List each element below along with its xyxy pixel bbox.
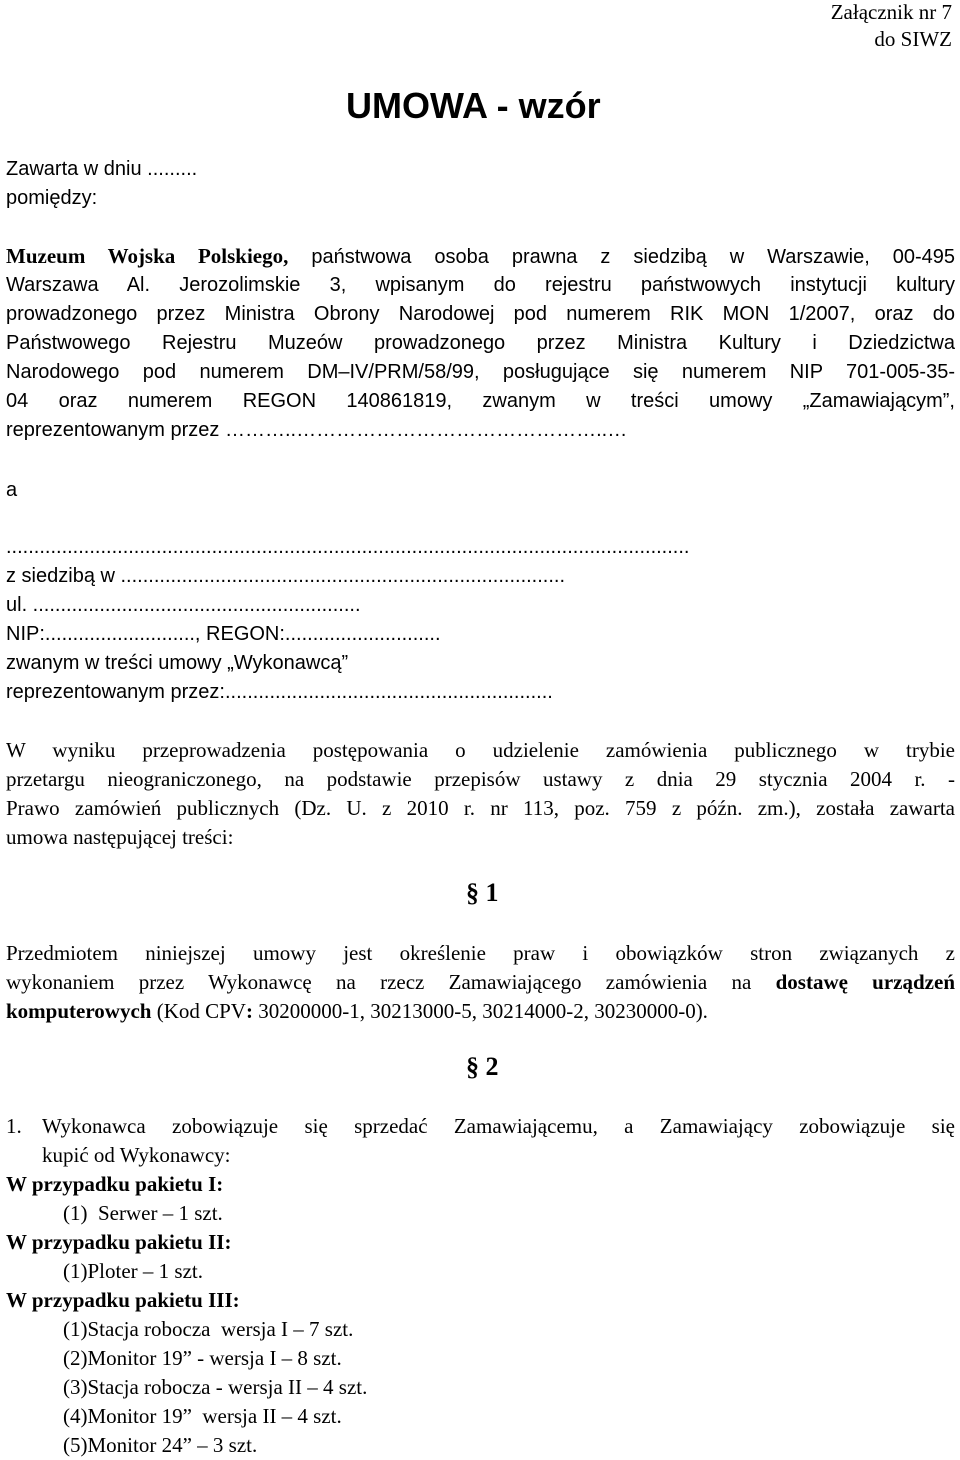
employer-line: 04 oraz numerem REGON 140861819, zwanym w treści umowy „Zamawiającym”,	[6, 390, 955, 412]
employer-line: Państwowego Rejestru Muzeów prowadzonego przez Ministra Kultury i Dziedzictwa	[6, 332, 955, 354]
annex-label: Załącznik nr 7	[830, 0, 952, 24]
preamble-line: umowa następującej treści:	[6, 825, 234, 849]
contractor-representative: reprezentowanym przez:...........................................................	[6, 681, 553, 703]
package-item: (3)Stacja robocza - wersja II – 4 szt.	[63, 1375, 368, 1399]
item-number: 1.	[6, 1114, 22, 1138]
preamble-line: przetargu nieograniczonego, na podstawie przepisów ustawy z dnia 29 stycznia 2004 r. -	[6, 767, 955, 791]
contractor-nip-regon: NIP:..........................., REGON:............................	[6, 623, 441, 645]
employer-name: Muzeum Wojska Polskiego,	[6, 244, 289, 268]
employer-representative: reprezentowanym przez ………..………………………………………..…	[6, 419, 628, 441]
package-item: (2)Monitor 19” - wersja I – 8 szt.	[63, 1346, 342, 1370]
employer-line: prowadzonego przez Ministra Obrony Narodowej pod numerem RIK MON 1/2007, oraz do	[6, 303, 955, 325]
section-2-heading: § 2	[466, 1052, 499, 1081]
concluded-date: Zawarta w dniu .........	[6, 158, 198, 180]
employer-line: Narodowego pod numerem DM–IV/PRM/58/99, posługujące się numerem NIP 701-005-35-	[6, 361, 955, 383]
annex-siwz: do SIWZ	[874, 27, 952, 51]
package-item: (1) Serwer – 1 szt.	[63, 1201, 223, 1225]
package-item: (1)Ploter – 1 szt.	[63, 1259, 203, 1283]
contractor-defined-as: zwanym w treści umowy „Wykonawcą”	[6, 652, 349, 674]
section-1-line: Przedmiotem niniejszej umowy jest określenie praw i obowiązków stron związanych z	[6, 941, 955, 965]
package-2-title: W przypadku pakietu II:	[6, 1230, 232, 1254]
document-title: UMOWA - wzór	[346, 85, 601, 126]
contractor-name-blank: ...........................................................................................................................	[6, 536, 690, 558]
employer-line: Warszawa Al. Jerozolimskie 3, wpisanym do rejestru państwowych instytucji kultury	[6, 274, 955, 296]
package-item: (1)Stacja robocza wersja I – 7 szt.	[63, 1317, 354, 1341]
item-1-line: Wykonawca zobowiązuje się sprzedać Zamawiającemu, a Zamawiający zobowiązuje się	[42, 1114, 955, 1138]
section-1-line: komputerowych (Kod CPV: 30200000-1, 30213000-5, 30214000-2, 30230000-0).	[6, 999, 708, 1023]
and-label: a	[6, 479, 18, 501]
package-3-title: W przypadku pakietu III:	[6, 1288, 240, 1312]
item-1-line: kupić od Wykonawcy:	[42, 1143, 231, 1167]
package-item: (4)Monitor 19” wersja II – 4 szt.	[63, 1404, 342, 1428]
between-label: pomiędzy:	[6, 187, 98, 209]
package-1-title: W przypadku pakietu I:	[6, 1172, 224, 1196]
preamble-line: W wyniku przeprowadzenia postępowania o udzielenie zamówienia publicznego w trybie	[6, 738, 955, 762]
preamble-line: Prawo zamówień publicznych (Dz. U. z 2010 r. nr 113, poz. 759 z późn. zm.), została zawarta	[6, 796, 955, 820]
package-item: (5)Monitor 24” – 3 szt.	[63, 1433, 258, 1457]
contractor-seat: z siedzibą w ................................................................................	[6, 565, 566, 587]
employer-line: Muzeum Wojska Polskiego, państwowa osoba prawna z siedzibą w Warszawie, 00-495	[6, 244, 955, 268]
section-1-line: wykonaniem przez Wykonawcę na rzecz Zamawiającego zamówienia na dostawę urządzeń	[6, 970, 956, 994]
section-1-heading: § 1	[466, 878, 499, 907]
contractor-street: ul. ...........................................................	[6, 594, 361, 616]
